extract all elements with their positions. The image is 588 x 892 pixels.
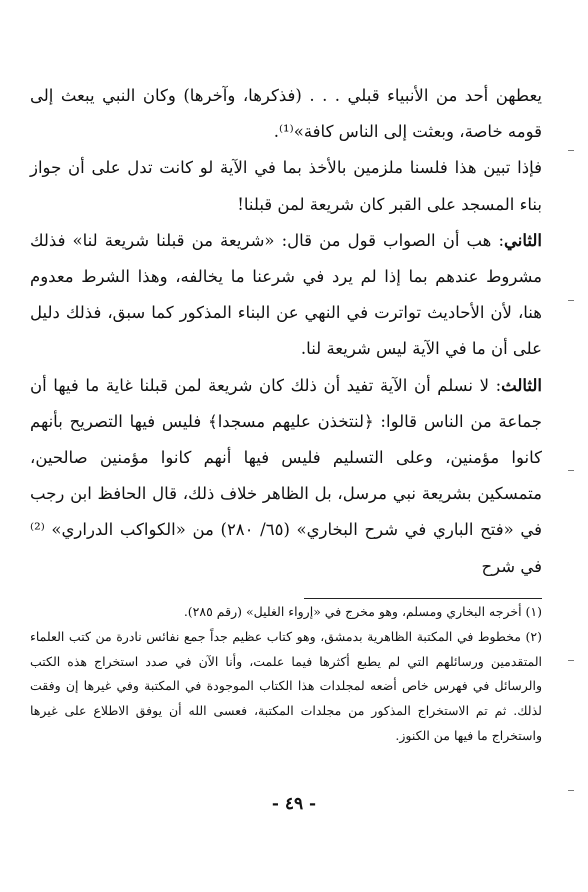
- paragraph-2: [30, 150, 542, 222]
- main-text: [30, 78, 542, 585]
- margin-mark: [568, 790, 574, 791]
- margin-mark: [568, 660, 574, 661]
- paragraph-text: فإذا تبين هذا فلسنا ملزمين بالأخذ بما في الآية لو كانت تدل على أن جواز بناء المسجد على القبر كان شريعة لمن قبلنا!: [30, 158, 542, 214]
- section-term-second: الثاني: [504, 230, 542, 250]
- margin-mark: [568, 300, 574, 301]
- paragraph-3: [30, 223, 542, 368]
- page-number: - ٤٩ -: [271, 794, 317, 814]
- footnotes: [30, 600, 542, 749]
- paragraph-1: [30, 78, 542, 150]
- footnote-2: (٢) مخطوط في المكتبة الظاهرية بدمشق، وهو كتاب عظيم جداً جمع نفائس نادرة من كتب العلماء المتقدمين ورسائلهم التي لم يطبع أكثرها فيما علمت، وأنا الآن في صدد استخراج هذه الكتب والرسائل في فهرس خاص أضعه لمجلدات هذا الكتاب الموجودة في المكتبة وفي غيرها إن وفقت لذلك. ثم تم الاستخراج المذكور من مجلدات المكتبة، فعسى الله أن يوفق الاطلاع على غيرها واستخراج ما فيها من الكنوز.: [30, 628, 542, 743]
- paragraph-text: : لا نسلم أن الآية تفيد أن ذلك كان شريعة لمن قبلنا غاية ما فيها أن جماعة من الناس قالوا: ﴿لنتخذن عليهم مسجدا﴾ فليس فيها التصريح بأنهم كانوا مؤمنين، وعلى التسليم فليس فيها أنهم كانوا مؤمنين صالحين، متمسكين بشريعة نبي مرسل، بل الظاهر خلاف ذلك، قال الحافظ ابن رجب في «فتح الباري في شرح البخاري» (٦٥/ ٢٨٠) من «الكواكب الدراري» ⁽²⁾ في شرح: [30, 375, 542, 576]
- margin-mark: [568, 470, 574, 471]
- footnote-1: (١) أخرجه البخاري ومسلم، وهو مخرج في «إرواء الغليل» (رقم ٢٨٥).: [183, 604, 542, 619]
- section-term-third: الثالث: [501, 375, 542, 395]
- paragraph-text: يعطهن أحد من الأنبياء قبلي . . . (فذكرها، وآخرها) وكان النبي يبعث إلى قومه خاصة، وبعثت إلى الناس كافة»⁽¹⁾.: [30, 86, 542, 142]
- paragraph-text: : هب أن الصواب قول من قال: «شريعة من قبلنا شريعة لنا» فذلك مشروط عندهم بما إذا لم يرد في شرعنا ما يخالفه، وهذا الشرط معدوم هنا، لأن الأحاديث تواترت في النهي عن البناء المذكور كما سبق، فذلك دليل على أن ما في الآية ليس شريعة لنا.: [30, 230, 542, 359]
- footnote-divider: [304, 598, 542, 599]
- margin-mark: [568, 150, 574, 151]
- paragraph-4: [30, 368, 542, 585]
